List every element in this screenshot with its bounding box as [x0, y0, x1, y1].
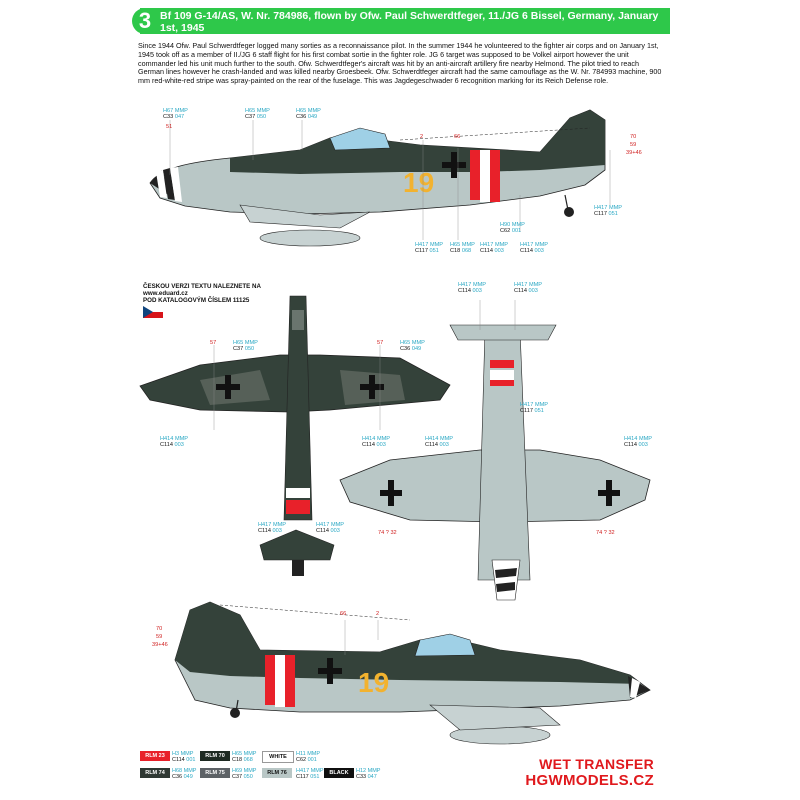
stencil-number: 70: [156, 626, 163, 632]
swatch-codes: H65 MMP C18 068: [232, 751, 257, 763]
color-callout: H65 MMP C36 049: [296, 108, 321, 120]
swatch-rlm76: RLM 76: [262, 768, 292, 778]
hgw-models-link[interactable]: HGWMODELS.CZ: [525, 772, 654, 789]
color-callout: H417 MMP C114 003: [258, 522, 286, 534]
swatch-codes: H68 MMP C36 049: [172, 768, 197, 780]
color-callout: H65 MMP C37 050: [233, 340, 258, 352]
stencil-number: 74 ? 32: [378, 530, 397, 536]
color-callout: H414 MMP C114 003: [362, 436, 390, 448]
swatch-rlm23: RLM 23: [140, 751, 170, 761]
stencil-number: 2: [376, 611, 380, 617]
profile-description: Since 1944 Ofw. Paul Schwerdtfeger logged many sorties as a reconnaissance pilot. In the summer 1944 he volunteered to the fighter air corps and on January 1st, 1945 took off as a member of II./JG 6 staff flight for his first combat sortie in the fighter role. JG 6 target was supposed to be Volkel airport however the unit commander led his unit much further to the south. Ofw. Schwerdtfeger's aircraft was hit by an anti-aircraft artillery fire nearby Helmond. The pilot tried to reach German lines however he crash-landed and was killed nearby Groesbeek. Ofw. Schwerdtfeger aircraft had the same camouflage as the W. Nr. 784993 machine, 900 mm red-white-red stripe was spray-painted on the rear of the fuselage. This was Jagdegeschwader 6 recognition marking for its Reich Defense role.: [138, 41, 662, 86]
swatch-codes: H417 MMP C117 051: [296, 768, 324, 780]
stencil-number: 59: [156, 634, 163, 640]
color-callout: H414 MMP C114 003: [160, 436, 188, 448]
czech-note: [143, 283, 261, 305]
antenna-wire-bottom: [220, 605, 410, 620]
stencil-number: 66: [340, 611, 347, 617]
wet-transfer-label: WET TRANSFER: [539, 756, 654, 772]
swatch-rlm74: RLM 74: [140, 768, 170, 778]
stencil-number: 57: [210, 340, 217, 346]
color-callout: H417 MMP C117 051: [520, 402, 548, 414]
side-view-right: [175, 602, 650, 744]
side-view-left: [150, 110, 605, 246]
profile-title: Bf 109 G-14/AS, W. Nr. 784986, flown by Ofw. Paul Schwerdtfeger, 11./JG 6 Bissel, Germany, January 1st, 1945: [160, 10, 659, 34]
color-callout: H417 MMP C114 003: [514, 282, 542, 294]
swatch-rlm75: RLM 75: [200, 768, 230, 778]
color-callout: H90 MMP C62 001: [500, 222, 525, 234]
stencil-number: 51: [166, 124, 173, 130]
czech-flag-icon: [143, 306, 163, 318]
color-callout: H417 MMP C117 051: [594, 205, 622, 217]
color-callout: H414 MMP C114 003: [624, 436, 652, 448]
color-callout: H67 MMP C33 047: [163, 108, 188, 120]
czech-note-line: ČESKOU VERZI TEXTU NALEZNETE NA: [143, 283, 261, 290]
swatch-codes: H3 MMP C114 001: [172, 751, 196, 763]
profile-number-badge: 3: [132, 8, 158, 34]
czech-note-url[interactable]: www.eduard.cz: [143, 290, 188, 298]
color-callout: H417 MMP C114 003: [520, 242, 548, 254]
stencil-number: 57: [377, 340, 384, 346]
swatch-codes: H69 MMP C37 050: [232, 768, 257, 780]
stencil-number: 59: [630, 142, 637, 148]
color-callout: H417 MMP C114 003: [316, 522, 344, 534]
color-callout: H417 MMP C117 051: [415, 242, 443, 254]
stencil-number: 66: [454, 134, 461, 140]
swatch-codes: H11 MMP C62 001: [296, 751, 321, 763]
swatch-codes: H12 MMP C33 047: [356, 768, 381, 780]
stencil-number: 2: [420, 134, 424, 140]
stencil-number: 74 ? 32: [596, 530, 615, 536]
color-callout: H414 MMP C114 003: [425, 436, 453, 448]
swatch-white: WHITE: [262, 751, 294, 763]
aircraft-code-side-bottom: 19: [358, 667, 390, 698]
color-callout: H417 MMP C114 003: [458, 282, 486, 294]
color-callout: H417 MMP C114 003: [480, 242, 508, 254]
color-callout: H65 MMP C36 049: [400, 340, 425, 352]
aircraft-code-side-top: 19: [403, 167, 435, 198]
stencil-number: 70: [630, 134, 637, 140]
czech-note-line: POD KATALOGOVÝM ČÍSLEM 11125: [143, 297, 250, 305]
stencil-number: 39+46: [152, 642, 168, 648]
swatch-rlm70: RLM 70: [200, 751, 230, 761]
color-callout: H65 MMP C37 050: [245, 108, 270, 120]
swatch-black: BLACK: [324, 768, 354, 778]
color-callout: H65 MMP C18 068: [450, 242, 475, 254]
stencil-number: 39+46: [626, 150, 642, 156]
